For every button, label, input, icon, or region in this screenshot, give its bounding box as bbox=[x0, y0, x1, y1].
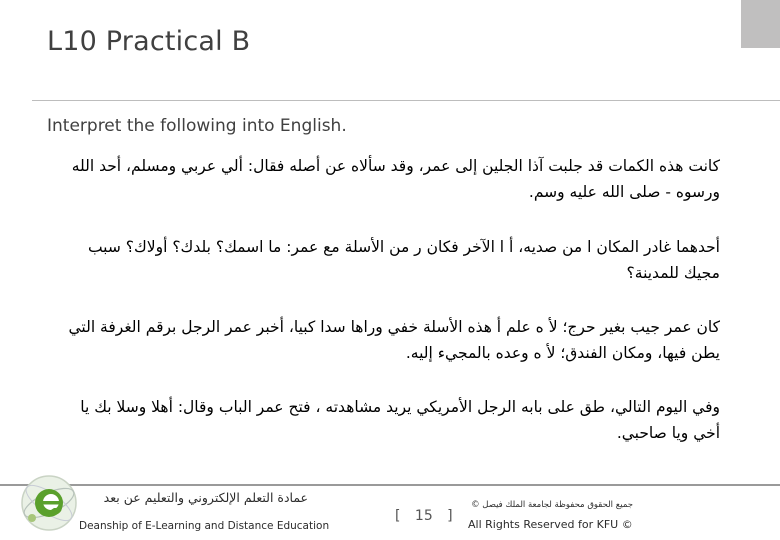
kfu-elearning-logo-icon bbox=[18, 472, 80, 534]
copyright-english: All Rights Reserved for KFU © bbox=[468, 518, 633, 531]
copyright-arabic: جميع الحقوق محفوظة لجامعة الملك فيصل © bbox=[471, 500, 633, 510]
title-divider bbox=[32, 100, 780, 101]
footer-divider bbox=[0, 484, 780, 486]
corner-accent-square bbox=[741, 48, 780, 98]
arabic-paragraph-2: أحدهما غادر المكان ا من صديه، أ ا الآخر فكان ر من الأسلة مع عمر: ما اسمك؟ بلدك؟ أولاك؟ سبب مجيك للمدينة؟ bbox=[87, 238, 720, 282]
slide-title: L10 Practical B bbox=[47, 26, 251, 57]
page-number: [ 15 ] bbox=[395, 508, 453, 524]
arabic-paragraph-1: كانت هذه الكمات قد جلبت آذا الجلين إلى عمر، وقد سألاه عن أصله فقال: ألي عربي ومسلم، أحد الله ورسوه - صلى الله عليه وسم. bbox=[71, 157, 720, 201]
deanship-name-english: Deanship of E-Learning and Distance Education bbox=[79, 520, 330, 532]
slide-instruction: Interpret the following into English. bbox=[47, 116, 347, 136]
deanship-name-arabic: عمادة التعلم الإلكتروني والتعليم عن بعد bbox=[103, 490, 308, 505]
arabic-paragraph-3: كان عمر جيب بغير حرج؛ لأ ه علم أ هذه الأسلة خفي وراها سدا كبيا، أخبر عمر الرجل برقم الغرفة التي يطن فيها، ومكان الفندق؛ لأ ه وعده بالمجيء إليه. bbox=[68, 318, 720, 362]
corner-accent-bar bbox=[741, 0, 780, 48]
arabic-paragraph-4: وفي اليوم التالي، طق على بابه الرجل الأمريكي يريد مشاهدته ، فتح عمر الباب وقال: أهلا وسلا بك يا أخي ويا صاحبي. bbox=[80, 398, 720, 442]
slide-footer bbox=[0, 484, 780, 540]
